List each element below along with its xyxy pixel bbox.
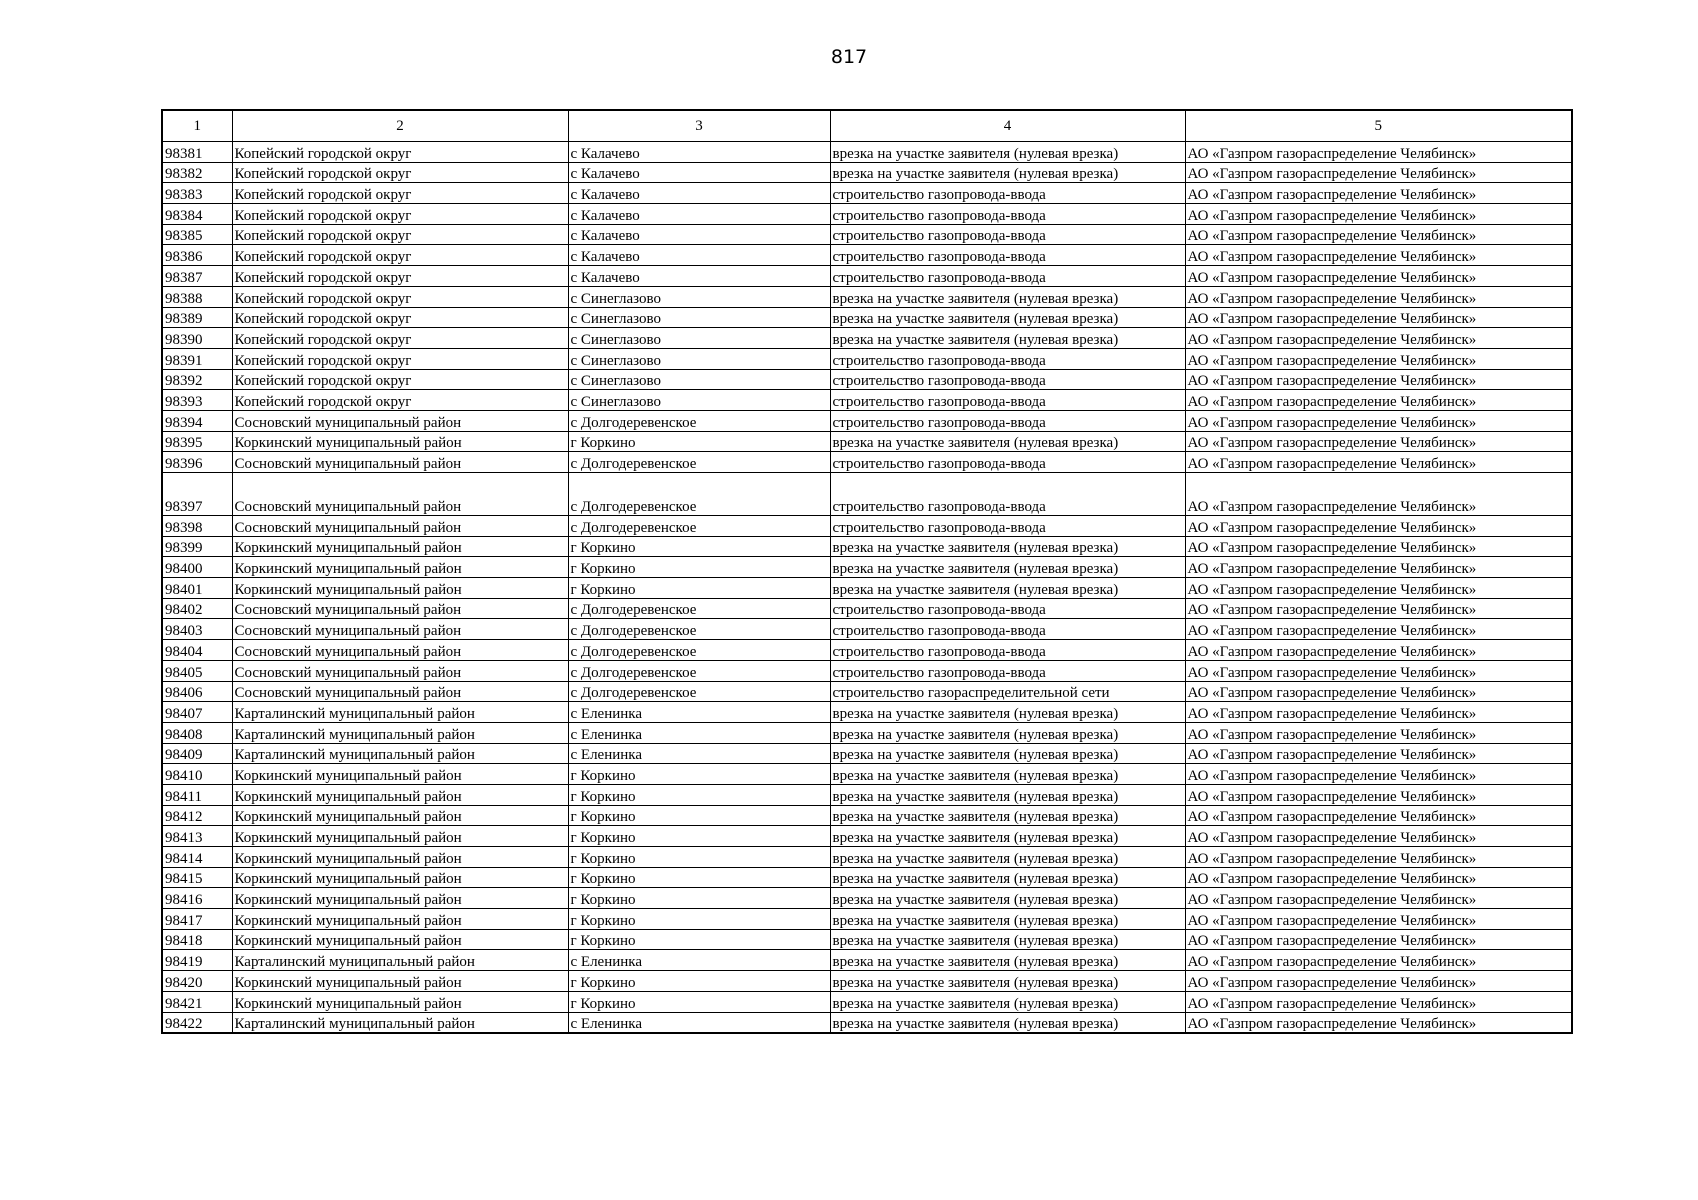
- table-row: [162, 307, 1572, 328]
- district-cell: Коркинский муниципальный район: [232, 578, 568, 599]
- settlement-cell: с Синеглазово: [568, 307, 830, 328]
- settlement-cell: с Калачево: [568, 204, 830, 225]
- settlement-cell: г Коркино: [568, 929, 830, 950]
- settlement-cell: г Коркино: [568, 805, 830, 826]
- organization-cell: АО «Газпром газораспределение Челябинск»: [1185, 328, 1572, 349]
- organization-cell: АО «Газпром газораспределение Челябинск»: [1185, 929, 1572, 950]
- table-row: [162, 390, 1572, 411]
- organization-cell: АО «Газпром газораспределение Челябинск»: [1185, 245, 1572, 266]
- row-number-cell: 98406: [162, 681, 232, 702]
- organization-cell: АО «Газпром газораспределение Челябинск»: [1185, 431, 1572, 452]
- work-type-cell: строительство газопровода-ввода: [830, 660, 1185, 681]
- organization-cell: АО «Газпром газораспределение Челябинск»: [1185, 390, 1572, 411]
- work-type-cell: строительство газопровода-ввода: [830, 224, 1185, 245]
- table-row: [162, 224, 1572, 245]
- settlement-cell: с Калачево: [568, 224, 830, 245]
- settlement-cell: г Коркино: [568, 847, 830, 868]
- settlement-cell: г Коркино: [568, 431, 830, 452]
- work-type-cell: строительство газопровода-ввода: [830, 619, 1185, 640]
- settlement-cell: с Еленинка: [568, 743, 830, 764]
- district-cell: Карталинский муниципальный район: [232, 702, 568, 723]
- district-cell: Копейский городской округ: [232, 142, 568, 163]
- work-type-cell: строительство газопровода-ввода: [830, 452, 1185, 473]
- district-cell: Коркинский муниципальный район: [232, 929, 568, 950]
- organization-cell: АО «Газпром газораспределение Челябинск»: [1185, 578, 1572, 599]
- organization-cell: АО «Газпром газораспределение Челябинск»: [1185, 971, 1572, 992]
- row-number-cell: 98409: [162, 743, 232, 764]
- work-type-cell: врезка на участке заявителя (нулевая врезка): [830, 847, 1185, 868]
- work-type-cell: врезка на участке заявителя (нулевая врезка): [830, 805, 1185, 826]
- row-number-cell: 98395: [162, 431, 232, 452]
- settlement-cell: г Коркино: [568, 888, 830, 909]
- work-type-cell: строительство газопровода-ввода: [830, 204, 1185, 225]
- work-type-cell: врезка на участке заявителя (нулевая врезка): [830, 784, 1185, 805]
- settlement-cell: с Калачево: [568, 183, 830, 204]
- row-number-cell: 98386: [162, 245, 232, 266]
- settlement-cell: с Еленинка: [568, 702, 830, 723]
- organization-cell: АО «Газпром газораспределение Челябинск»: [1185, 764, 1572, 785]
- settlement-cell: с Синеглазово: [568, 390, 830, 411]
- table-row: [162, 619, 1572, 640]
- work-type-cell: врезка на участке заявителя (нулевая врезка): [830, 702, 1185, 723]
- work-type-cell: врезка на участке заявителя (нулевая врезка): [830, 722, 1185, 743]
- work-type-cell: строительство газопровода-ввода: [830, 598, 1185, 619]
- organization-cell: АО «Газпром газораспределение Челябинск»: [1185, 722, 1572, 743]
- row-number-cell: 98410: [162, 764, 232, 785]
- row-number-cell: 98388: [162, 286, 232, 307]
- district-cell: Сосновский муниципальный район: [232, 452, 568, 473]
- organization-cell: АО «Газпром газораспределение Челябинск»: [1185, 162, 1572, 183]
- table-row: [162, 516, 1572, 537]
- table-row: [162, 245, 1572, 266]
- row-number-cell: 98385: [162, 224, 232, 245]
- row-number-cell: 98390: [162, 328, 232, 349]
- table-row: [162, 888, 1572, 909]
- row-number-cell: 98421: [162, 991, 232, 1012]
- organization-cell: АО «Газпром газораспределение Челябинск»: [1185, 681, 1572, 702]
- settlement-cell: с Еленинка: [568, 950, 830, 971]
- district-cell: Копейский городской округ: [232, 328, 568, 349]
- work-type-cell: врезка на участке заявителя (нулевая врезка): [830, 867, 1185, 888]
- organization-cell: АО «Газпром газораспределение Челябинск»: [1185, 1012, 1572, 1033]
- row-number-cell: 98383: [162, 183, 232, 204]
- district-cell: Копейский городской округ: [232, 266, 568, 287]
- district-cell: Коркинский муниципальный район: [232, 805, 568, 826]
- organization-cell: АО «Газпром газораспределение Челябинск»: [1185, 473, 1572, 516]
- row-number-cell: 98405: [162, 660, 232, 681]
- settlement-cell: с Долгодеревенское: [568, 598, 830, 619]
- table-row: [162, 473, 1572, 516]
- settlement-cell: г Коркино: [568, 578, 830, 599]
- row-number-cell: 98396: [162, 452, 232, 473]
- organization-cell: АО «Газпром газораспределение Челябинск»: [1185, 909, 1572, 930]
- work-type-cell: врезка на участке заявителя (нулевая врезка): [830, 142, 1185, 163]
- settlement-cell: г Коркино: [568, 536, 830, 557]
- settlement-cell: с Синеглазово: [568, 348, 830, 369]
- district-cell: Коркинский муниципальный район: [232, 557, 568, 578]
- district-cell: Коркинский муниципальный район: [232, 909, 568, 930]
- settlement-cell: с Долгодеревенское: [568, 681, 830, 702]
- settlement-cell: г Коркино: [568, 867, 830, 888]
- settlement-cell: с Долгодеревенское: [568, 660, 830, 681]
- table-row: [162, 142, 1572, 163]
- row-number-cell: 98412: [162, 805, 232, 826]
- row-number-cell: 98403: [162, 619, 232, 640]
- organization-cell: АО «Газпром газораспределение Челябинск»: [1185, 640, 1572, 661]
- organization-cell: АО «Газпром газораспределение Челябинск»: [1185, 452, 1572, 473]
- table-row: [162, 847, 1572, 868]
- district-cell: Коркинский муниципальный район: [232, 847, 568, 868]
- row-number-cell: 98422: [162, 1012, 232, 1033]
- table-row: [162, 204, 1572, 225]
- settlement-cell: с Синеглазово: [568, 369, 830, 390]
- district-cell: Сосновский муниципальный район: [232, 681, 568, 702]
- column-header-4: 4: [830, 110, 1185, 142]
- district-cell: Карталинский муниципальный район: [232, 1012, 568, 1033]
- district-cell: Сосновский муниципальный район: [232, 516, 568, 537]
- district-cell: Копейский городской округ: [232, 307, 568, 328]
- row-number-cell: 98393: [162, 390, 232, 411]
- table-row: [162, 805, 1572, 826]
- row-number-cell: 98399: [162, 536, 232, 557]
- organization-cell: АО «Газпром газораспределение Челябинск»: [1185, 847, 1572, 868]
- table-row: [162, 328, 1572, 349]
- row-number-cell: 98400: [162, 557, 232, 578]
- district-cell: Сосновский муниципальный район: [232, 410, 568, 431]
- settlement-cell: г Коркино: [568, 991, 830, 1012]
- work-type-cell: врезка на участке заявителя (нулевая врезка): [830, 971, 1185, 992]
- row-number-cell: 98420: [162, 971, 232, 992]
- work-type-cell: врезка на участке заявителя (нулевая врезка): [830, 950, 1185, 971]
- table-row: [162, 640, 1572, 661]
- row-number-cell: 98397: [162, 473, 232, 516]
- work-type-cell: врезка на участке заявителя (нулевая врезка): [830, 328, 1185, 349]
- table-row: [162, 867, 1572, 888]
- work-type-cell: врезка на участке заявителя (нулевая врезка): [830, 743, 1185, 764]
- settlement-cell: с Долгодеревенское: [568, 452, 830, 473]
- district-cell: Копейский городской округ: [232, 348, 568, 369]
- organization-cell: АО «Газпром газораспределение Челябинск»: [1185, 660, 1572, 681]
- settlement-cell: с Долгодеревенское: [568, 516, 830, 537]
- table-row: [162, 369, 1572, 390]
- row-number-cell: 98404: [162, 640, 232, 661]
- district-cell: Коркинский муниципальный район: [232, 971, 568, 992]
- row-number-cell: 98413: [162, 826, 232, 847]
- district-cell: Копейский городской округ: [232, 183, 568, 204]
- work-type-cell: врезка на участке заявителя (нулевая врезка): [830, 431, 1185, 452]
- work-type-cell: строительство газопровода-ввода: [830, 369, 1185, 390]
- column-header-2: 2: [232, 110, 568, 142]
- organization-cell: АО «Газпром газораспределение Челябинск»: [1185, 410, 1572, 431]
- work-type-cell: строительство газопровода-ввода: [830, 516, 1185, 537]
- table-row: [162, 183, 1572, 204]
- work-type-cell: строительство газопровода-ввода: [830, 348, 1185, 369]
- work-type-cell: врезка на участке заявителя (нулевая врезка): [830, 764, 1185, 785]
- table-row: [162, 764, 1572, 785]
- settlement-cell: с Синеглазово: [568, 328, 830, 349]
- row-number-cell: 98416: [162, 888, 232, 909]
- table-row: [162, 162, 1572, 183]
- district-cell: Коркинский муниципальный район: [232, 536, 568, 557]
- settlement-cell: г Коркино: [568, 826, 830, 847]
- organization-cell: АО «Газпром газораспределение Челябинск»: [1185, 142, 1572, 163]
- organization-cell: АО «Газпром газораспределение Челябинск»: [1185, 516, 1572, 537]
- district-cell: Копейский городской округ: [232, 162, 568, 183]
- table-header: [162, 110, 1572, 142]
- district-cell: Коркинский муниципальный район: [232, 867, 568, 888]
- district-cell: Коркинский муниципальный район: [232, 784, 568, 805]
- work-type-cell: врезка на участке заявителя (нулевая врезка): [830, 826, 1185, 847]
- organization-cell: АО «Газпром газораспределение Челябинск»: [1185, 805, 1572, 826]
- settlement-cell: с Долгодеревенское: [568, 619, 830, 640]
- settlement-cell: с Калачево: [568, 142, 830, 163]
- settlement-cell: с Калачево: [568, 162, 830, 183]
- column-header-3: 3: [568, 110, 830, 142]
- district-cell: Сосновский муниципальный район: [232, 619, 568, 640]
- table-row: [162, 929, 1572, 950]
- district-cell: Сосновский муниципальный район: [232, 473, 568, 516]
- work-type-cell: врезка на участке заявителя (нулевая врезка): [830, 578, 1185, 599]
- row-number-cell: 98394: [162, 410, 232, 431]
- row-number-cell: 98408: [162, 722, 232, 743]
- work-type-cell: строительство газопровода-ввода: [830, 390, 1185, 411]
- row-number-cell: 98419: [162, 950, 232, 971]
- work-type-cell: врезка на участке заявителя (нулевая врезка): [830, 1012, 1185, 1033]
- table-row: [162, 991, 1572, 1012]
- district-cell: Копейский городской округ: [232, 224, 568, 245]
- table-row: [162, 266, 1572, 287]
- settlement-cell: с Калачево: [568, 266, 830, 287]
- settlement-cell: с Еленинка: [568, 722, 830, 743]
- table-row: [162, 826, 1572, 847]
- organization-cell: АО «Газпром газораспределение Челябинск»: [1185, 307, 1572, 328]
- district-cell: Коркинский муниципальный район: [232, 431, 568, 452]
- row-number-cell: 98401: [162, 578, 232, 599]
- work-type-cell: строительство газопровода-ввода: [830, 266, 1185, 287]
- work-type-cell: врезка на участке заявителя (нулевая врезка): [830, 162, 1185, 183]
- district-cell: Сосновский муниципальный район: [232, 660, 568, 681]
- row-number-cell: 98407: [162, 702, 232, 723]
- table-row: [162, 452, 1572, 473]
- district-cell: Карталинский муниципальный район: [232, 722, 568, 743]
- row-number-cell: 98402: [162, 598, 232, 619]
- table-row: [162, 784, 1572, 805]
- work-type-cell: строительство газопровода-ввода: [830, 473, 1185, 516]
- district-cell: Коркинский муниципальный район: [232, 826, 568, 847]
- work-type-cell: врезка на участке заявителя (нулевая врезка): [830, 307, 1185, 328]
- organization-cell: АО «Газпром газораспределение Челябинск»: [1185, 369, 1572, 390]
- work-type-cell: врезка на участке заявителя (нулевая врезка): [830, 909, 1185, 930]
- work-type-cell: врезка на участке заявителя (нулевая врезка): [830, 991, 1185, 1012]
- table-row: [162, 950, 1572, 971]
- table-row: [162, 598, 1572, 619]
- organization-cell: АО «Газпром газораспределение Челябинск»: [1185, 224, 1572, 245]
- table-row: [162, 681, 1572, 702]
- table-row: [162, 578, 1572, 599]
- district-cell: Копейский городской округ: [232, 286, 568, 307]
- organization-cell: АО «Газпром газораспределение Челябинск»: [1185, 619, 1572, 640]
- settlement-cell: с Еленинка: [568, 1012, 830, 1033]
- row-number-cell: 98387: [162, 266, 232, 287]
- district-cell: Сосновский муниципальный район: [232, 598, 568, 619]
- table-row: [162, 722, 1572, 743]
- table-row: [162, 743, 1572, 764]
- work-type-cell: строительство газопровода-ввода: [830, 183, 1185, 204]
- settlement-cell: г Коркино: [568, 764, 830, 785]
- table-row: [162, 410, 1572, 431]
- organization-cell: АО «Газпром газораспределение Челябинск»: [1185, 991, 1572, 1012]
- table-row: [162, 286, 1572, 307]
- district-cell: Копейский городской округ: [232, 390, 568, 411]
- row-number-cell: 98415: [162, 867, 232, 888]
- column-header-5: 5: [1185, 110, 1572, 142]
- settlement-cell: с Долгодеревенское: [568, 473, 830, 516]
- organization-cell: АО «Газпром газораспределение Челябинск»: [1185, 950, 1572, 971]
- row-number-cell: 98417: [162, 909, 232, 930]
- district-cell: Коркинский муниципальный район: [232, 888, 568, 909]
- settlement-cell: с Долгодеревенское: [568, 640, 830, 661]
- table-row: [162, 431, 1572, 452]
- header-row: [162, 110, 1572, 142]
- work-type-cell: врезка на участке заявителя (нулевая врезка): [830, 929, 1185, 950]
- district-cell: Копейский городской округ: [232, 369, 568, 390]
- table-row: [162, 348, 1572, 369]
- district-cell: Коркинский муниципальный район: [232, 764, 568, 785]
- column-header-1: 1: [162, 110, 232, 142]
- table-row: [162, 660, 1572, 681]
- row-number-cell: 98391: [162, 348, 232, 369]
- row-number-cell: 98389: [162, 307, 232, 328]
- page-number: 817: [830, 46, 868, 68]
- settlement-cell: г Коркино: [568, 909, 830, 930]
- organization-cell: АО «Газпром газораспределение Челябинск»: [1185, 286, 1572, 307]
- row-number-cell: 98418: [162, 929, 232, 950]
- row-number-cell: 98411: [162, 784, 232, 805]
- district-cell: Карталинский муниципальный район: [232, 950, 568, 971]
- table-row: [162, 909, 1572, 930]
- organization-cell: АО «Газпром газораспределение Челябинск»: [1185, 743, 1572, 764]
- organization-cell: АО «Газпром газораспределение Челябинск»: [1185, 557, 1572, 578]
- work-type-cell: врезка на участке заявителя (нулевая врезка): [830, 888, 1185, 909]
- row-number-cell: 98392: [162, 369, 232, 390]
- row-number-cell: 98414: [162, 847, 232, 868]
- organization-cell: АО «Газпром газораспределение Челябинск»: [1185, 536, 1572, 557]
- organization-cell: АО «Газпром газораспределение Челябинск»: [1185, 702, 1572, 723]
- settlement-cell: с Синеглазово: [568, 286, 830, 307]
- settlement-cell: г Коркино: [568, 784, 830, 805]
- organization-cell: АО «Газпром газораспределение Челябинск»: [1185, 598, 1572, 619]
- district-cell: Сосновский муниципальный район: [232, 640, 568, 661]
- data-table: [161, 109, 1573, 1034]
- settlement-cell: с Долгодеревенское: [568, 410, 830, 431]
- table-row: [162, 536, 1572, 557]
- organization-cell: АО «Газпром газораспределение Челябинск»: [1185, 348, 1572, 369]
- work-type-cell: строительство газопровода-ввода: [830, 640, 1185, 661]
- table-row: [162, 971, 1572, 992]
- work-type-cell: врезка на участке заявителя (нулевая врезка): [830, 536, 1185, 557]
- row-number-cell: 98381: [162, 142, 232, 163]
- work-type-cell: врезка на участке заявителя (нулевая врезка): [830, 286, 1185, 307]
- organization-cell: АО «Газпром газораспределение Челябинск»: [1185, 867, 1572, 888]
- table-row: [162, 702, 1572, 723]
- organization-cell: АО «Газпром газораспределение Челябинск»: [1185, 183, 1572, 204]
- table-row: [162, 1012, 1572, 1033]
- work-type-cell: строительство газопровода-ввода: [830, 245, 1185, 266]
- work-type-cell: строительство газораспределительной сети: [830, 681, 1185, 702]
- work-type-cell: врезка на участке заявителя (нулевая врезка): [830, 557, 1185, 578]
- settlement-cell: с Калачево: [568, 245, 830, 266]
- work-type-cell: строительство газопровода-ввода: [830, 410, 1185, 431]
- row-number-cell: 98398: [162, 516, 232, 537]
- row-number-cell: 98384: [162, 204, 232, 225]
- table-body: [162, 142, 1572, 1034]
- organization-cell: АО «Газпром газораспределение Челябинск»: [1185, 266, 1572, 287]
- organization-cell: АО «Газпром газораспределение Челябинск»: [1185, 204, 1572, 225]
- district-cell: Копейский городской округ: [232, 245, 568, 266]
- organization-cell: АО «Газпром газораспределение Челябинск»: [1185, 888, 1572, 909]
- district-cell: Коркинский муниципальный район: [232, 991, 568, 1012]
- table-row: [162, 557, 1572, 578]
- district-cell: Карталинский муниципальный район: [232, 743, 568, 764]
- district-cell: Копейский городской округ: [232, 204, 568, 225]
- organization-cell: АО «Газпром газораспределение Челябинск»: [1185, 784, 1572, 805]
- organization-cell: АО «Газпром газораспределение Челябинск»: [1185, 826, 1572, 847]
- row-number-cell: 98382: [162, 162, 232, 183]
- settlement-cell: г Коркино: [568, 971, 830, 992]
- settlement-cell: г Коркино: [568, 557, 830, 578]
